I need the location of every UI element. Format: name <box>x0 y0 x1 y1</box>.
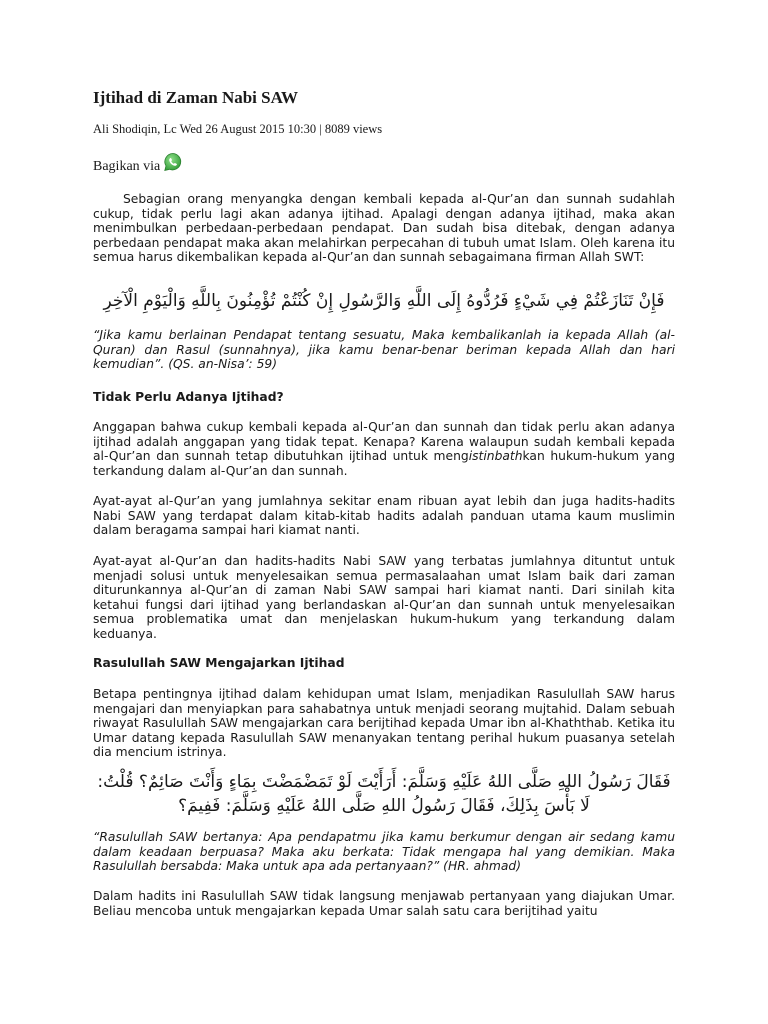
article-meta: Ali Shodiqin, Lc Wed 26 August 2015 10:30 | 8089 views <box>93 122 383 136</box>
paragraph-3: Ayat-ayat al-Qur’an yang jumlahnya sekitar enam ribuan ayat lebih dan juga hadits-hadits Nabi SAW yang terdapat dalam kitab-kitab hadits adalah panduan utama kaum muslimin dalam beragama sampai hari kiamat nanti. <box>93 494 675 538</box>
arabic-verse: فَإِنْ تَنَازَعْتُمْ فِي شَيْءٍ فَرُدُّوهُ إِلَى اللَّهِ وَالرَّسُولِ إِنْ كُنْتُمْ تُؤْمِنُونَ بِاللَّهِ وَالْيَوْمِ الْآخِرِ <box>103 291 665 311</box>
verse-translation: “Jika kamu berlainan Pendapat tentang sesuatu, Maka kembalikanlah ia kepada Allah (al-Quran) dan Rasul (sunnahnya), jika kamu benar-benar beriman kepada Allah dan hari kemudian”. (QS. an-Nisa’: 59) <box>93 328 675 372</box>
paragraph-5: Betapa pentingnya ijtihad dalam kehidupan umat Islam, menjadikan Rasulullah SAW harus mengajari dan menyiapkan para sahabatnya untuk menjadi seorang mujtahid. Dalam sebuah riwayat Rasulullah SAW mengajarkan cara berijtihad kepada Umar ibn al-Khaththab. Ketika itu Umar datang kepada Rasulullah SAW menanyakan tentang perihal hukum puasanya setelah dia mencium istrinya. <box>93 687 675 760</box>
hadith-translation: “Rasulullah SAW bertanya: Apa pendapatmu jika kamu berkumur dengan air sedang kamu dalam keadaan berpuasa? Maka aku berkata: Tidak mengapa hal yang demikian. Maka Rasulullah bersabda: Maka untuk apa ada pertanyaan?” (HR. ahmad) <box>93 830 675 874</box>
istinbath-term: istinbath <box>468 449 523 464</box>
whatsapp-icon[interactable] <box>163 152 183 172</box>
share-row <box>93 155 183 175</box>
arabic-hadith: فَقَالَ رَسُولُ اللهِ صَلَّى اللهُ عَلَيْهِ وَسَلَّمَ: أَرَأَيْتَ لَوْ تَمَضْمَضْتَ بِمَاءٍ وَأَنْتَ صَائِمٌ؟ قُلْتُ: لَا بَأْسَ بِذَلِكَ، فَقَالَ رَسُولُ اللهِ صَلَّى اللهُ عَلَيْهِ وَسَلَّمَ: فَفِيمَ؟ <box>97 772 671 816</box>
paragraph-1: Sebagian orang menyangka dengan kembali kepada al-Qur’an dan sunnah sudahlah cukup, tidak perlu lagi akan adanya ijtihad. Apalagi dengan adanya ijtihad, maka akan menimbulkan perbedaan-perbedaan pendapat. Dan sudah bisa ditebak, dengan adanya perbedaan pendapat maka akan melahirkan perpecahan di tubuh umat Islam. Oleh karena itu semua harus dikembalikan kepada al-Qur’an dan sunnah sebagaimana firman Allah SWT: <box>93 192 675 265</box>
article-title: Ijtihad di Zaman Nabi SAW <box>93 88 299 107</box>
share-label: Bagikan via <box>93 159 161 174</box>
paragraph-2 <box>93 420 675 478</box>
paragraph-6: Dalam hadits ini Rasulullah SAW tidak langsung menjawab pertanyaan yang diajukan Umar. Beliau mencoba untuk mengajarkan kepada Umar salah satu cara berijtihad yaitu <box>93 889 675 918</box>
heading-rasulullah: Rasulullah SAW Mengajarkan Ijtihad <box>93 656 345 670</box>
paragraph-2-text: Anggapan bahwa cukup kembali kepada al-Qur’an dan sunnah dan tidak perlu akan adanya ijtihad adalah anggapan yang tidak tepat. Kenapa? Karena walaupun sudah kembali kepada al-Qur’an dan sunnah tetap dibutuhkan ijtihad untuk meng <box>93 420 675 464</box>
paragraph-2-text-end: kan hukum-hukum yang terkandung dalam al-Qur’an dan sunnah. <box>93 449 676 478</box>
heading-tidak-perlu: Tidak Perlu Adanya Ijtihad? <box>93 390 284 404</box>
paragraph-4: Ayat-ayat al-Qur’an dan hadits-hadits Nabi SAW yang terbatas jumlahnya dituntut untuk menjadi solusi untuk menyelesaikan semua permasalaahan umat Islam baik dari zaman diturunkannya al-Qur’an di zaman Nabi SAW sampai hari kiamat nanti. Dari sinilah kita ketahui fungsi dari ijtihad yang berlandaskan al-Qur’an dan sunnah untuk menyelesaikan semua problematika umat dan menjelaskan hukum-hukum yang terkandung dalam keduanya. <box>93 554 675 641</box>
